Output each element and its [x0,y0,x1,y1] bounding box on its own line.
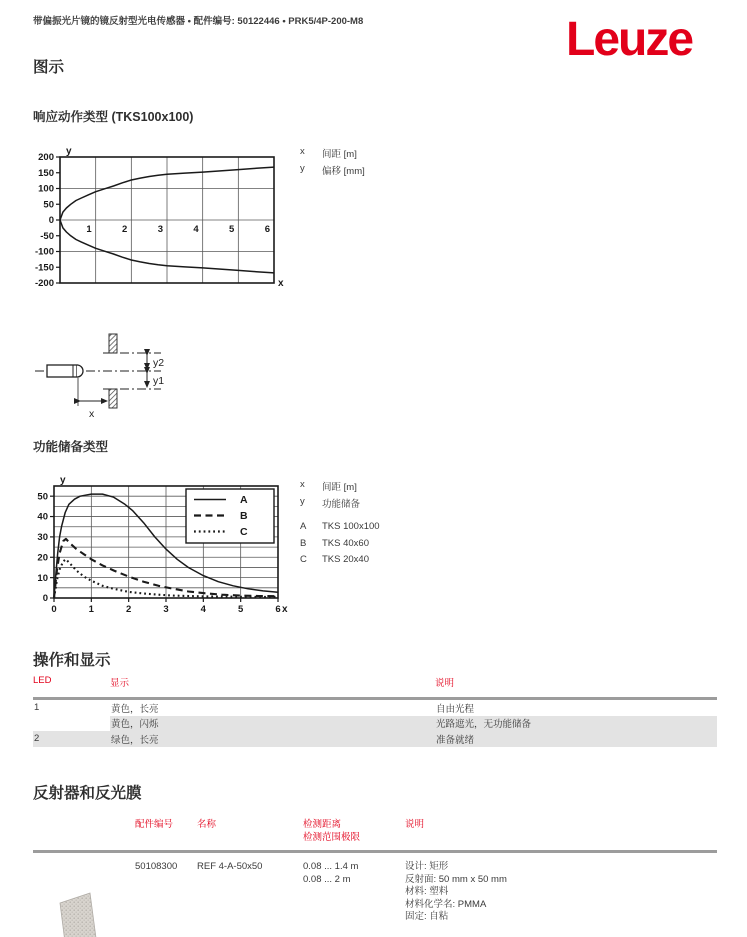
svg-text:6: 6 [275,604,281,615]
table-row [33,700,717,716]
response-section-title: 响应动作类型 (TKS100x100) [33,110,194,124]
cell-description: 准备就绪 [435,731,717,747]
op-col-display: 显示 [110,678,130,689]
svg-text:y: y [66,146,72,157]
page-title: 图示 [33,59,65,76]
col-distance-line1: 检测距离 [303,819,342,830]
legend-label-b: TKS 40x60 [322,537,369,549]
svg-text:x: x [278,278,284,289]
reflector-image-cell [33,861,135,937]
cell-led: 2 [33,731,110,747]
axis-label-y: 偏移 [mm] [322,165,365,177]
svg-text:30: 30 [37,532,48,544]
svg-text:-200: -200 [34,278,54,290]
svg-text:0: 0 [48,215,54,227]
cell-led: 1 [34,702,40,714]
leuze-logo: Leuze [566,13,693,66]
axis-label-y: 功能储备 [322,498,361,510]
svg-text:20: 20 [37,552,48,564]
axis-key-x: x [300,146,305,157]
svg-text:150: 150 [38,167,54,179]
response-axis-notes [300,146,365,179]
col-name: 名称 [197,819,217,830]
svg-text:2: 2 [126,604,132,615]
reflector-symbol-bottom [109,389,117,408]
axis-note-x [300,146,365,163]
cell-display: 绿色，长亮 [110,731,435,747]
operation-table-header [33,675,717,697]
legend-note-c [300,554,380,571]
svg-text:4: 4 [200,604,206,615]
cell-description: 自由光程 [436,703,475,715]
svg-text:200: 200 [38,152,54,164]
cell-ranges [303,861,405,937]
op-col-description: 说明 [435,678,455,689]
svg-text:C: C [240,526,248,538]
svg-text:50: 50 [43,199,54,211]
axis-note-y [300,496,380,513]
axis-note-x [300,479,380,496]
reflector-symbol-top [109,334,117,353]
svg-text:1: 1 [86,224,92,235]
description-line: 设计: 矩形 [405,861,449,872]
document-title: 带偏振光片镜的镜反射型光电传感器 • 配件编号: 50122446 • PRK5/4P-200-M8 [33,16,364,27]
axis-key-y: y [300,495,305,507]
cell-led [33,716,110,732]
axis-note-y [300,163,365,180]
reserve-section-title: 功能储备类型 [33,440,109,454]
axis-label-x: 间距 [m] [322,149,357,160]
cell-display: 黄色，长亮 [111,703,159,715]
svg-text:100: 100 [38,183,54,195]
col-distance-line2: 检测范围极限 [303,831,361,843]
axis-label-x: 间距 [m] [322,482,357,493]
table-row [33,716,717,732]
svg-text:x: x [282,604,288,615]
cell-name: REF 4-A-50x50 [197,861,263,872]
range-line: 0.08 ... 1.4 m [303,861,359,872]
legend-label-c: TKS 20x40 [322,554,369,565]
legend-note-b [300,538,380,555]
legend-key-b: B [300,537,307,549]
description-line: 材料化学名: PMMA [405,898,487,910]
description-line: 材料: 塑料 [405,886,449,897]
svg-text:-100: -100 [34,246,54,258]
reflectors-table [33,819,717,937]
table-row [33,731,717,747]
range-line: 0.08 ... 2 m [303,873,351,885]
op-col-led: LED [33,675,52,686]
reflectors-section-title: 反射器和反光膜 [33,785,142,802]
table-row [33,853,717,937]
function-reserve-chart [28,476,300,618]
svg-text:1: 1 [88,604,94,615]
operation-section-title: 操作和显示 [33,652,111,669]
axis-key-x: x [300,479,305,490]
svg-text:0: 0 [51,604,57,615]
svg-text:6: 6 [264,224,270,235]
legend-label-a: TKS 100x100 [322,521,380,532]
dim-y2-label: y2 [153,357,165,369]
cell-description [405,861,717,937]
svg-text:40: 40 [37,511,48,523]
svg-text:-150: -150 [34,262,54,274]
description-line: 反射面: 50 mm x 50 mm [405,873,507,885]
col-part-no: 配件编号 [135,819,174,830]
svg-text:3: 3 [163,604,169,615]
reflectors-table-header [33,819,717,850]
legend-note-a [300,521,380,538]
svg-text:-50: -50 [40,230,54,242]
svg-text:5: 5 [229,224,235,235]
dim-y1-label: y1 [153,375,165,387]
svg-text:4: 4 [193,224,199,235]
legend-key-c: C [300,554,307,565]
svg-text:50: 50 [37,491,48,503]
reserve-axis-notes [300,479,380,571]
operation-table [33,675,717,747]
legend-key-a: A [300,521,307,532]
alignment-diagram [33,328,208,425]
dim-x-label: x [89,408,95,420]
col-distance [303,819,405,844]
svg-text:A: A [240,494,248,506]
col-description: 说明 [405,819,425,830]
cell-part-no: 50108300 [135,861,178,872]
svg-text:2: 2 [122,224,128,235]
sensor-symbol [47,365,83,377]
reflector-photo [53,889,105,937]
cell-description: 光路遮光，无功能储备 [435,716,717,732]
axis-key-y: y [300,162,305,174]
svg-text:3: 3 [157,224,163,235]
svg-text:y: y [60,476,66,486]
svg-text:B: B [240,510,248,522]
svg-text:10: 10 [37,572,48,584]
svg-text:0: 0 [42,593,48,605]
svg-text:5: 5 [238,604,244,615]
response-behaviour-chart [28,143,290,293]
description-line: 固定: 自粘 [405,911,449,922]
cell-display: 黄色，闪烁 [110,716,435,732]
